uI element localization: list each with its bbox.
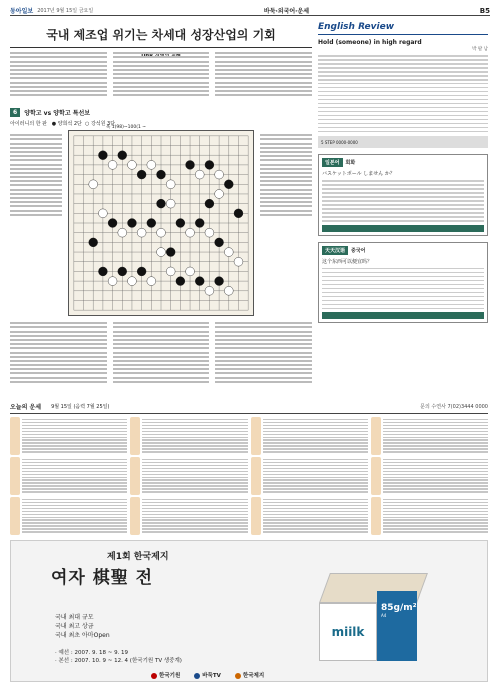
black-stone (157, 199, 166, 208)
black-stone (166, 248, 175, 257)
japanese-footer (322, 225, 484, 232)
black-stone (137, 267, 146, 276)
go-commentary (10, 132, 62, 312)
fortune-entry (251, 457, 368, 495)
page-number: B5 (479, 6, 490, 15)
zodiac-icon (371, 417, 381, 455)
black-stone (127, 219, 136, 228)
zodiac-icon (10, 497, 20, 535)
white-stone (186, 228, 195, 237)
fortune-entry (130, 497, 247, 535)
black-stone (147, 219, 156, 228)
fortune-contact: 문의 수연사 7(02)3444 0000 (420, 404, 488, 410)
zodiac-icon (10, 417, 20, 455)
paper-box-illustration (311, 557, 431, 667)
go-text-column (215, 320, 312, 398)
white-stone (108, 160, 117, 169)
fortune-entry (371, 497, 488, 535)
go-title: 양학고 vs 양학고 특선보 (24, 110, 91, 117)
white-stone (137, 228, 146, 237)
white-stone (89, 180, 98, 189)
fortune-column (251, 417, 368, 535)
white-stone (224, 248, 233, 257)
fortune-section (10, 402, 488, 532)
zodiac-icon (130, 497, 140, 535)
left-main (10, 20, 312, 400)
black-stone (205, 160, 214, 169)
black-stone (215, 238, 224, 247)
white-stone (205, 286, 214, 295)
chinese-label: 중국어 (351, 247, 366, 254)
sponsor: 한국기원 (151, 671, 180, 679)
black-stone (176, 277, 185, 286)
zodiac-icon (130, 417, 140, 455)
ad-schedule: · 예선 : 2007. 9. 18 ~ 9. 19 · 본선 : 2007. 10. 9 ~ 12. 4 (한국기원 TV 생중계) (55, 650, 182, 664)
fortune-date: 9월 15일 (음력 7월 25일) (51, 404, 110, 410)
english-body (318, 55, 488, 132)
white-stone (108, 277, 117, 286)
ad-sponsors (151, 671, 264, 679)
article-column (215, 50, 312, 106)
black-stone (89, 238, 98, 247)
zodiac-icon (251, 497, 261, 535)
fortune-entry (371, 457, 488, 495)
white-player: 강석원 3단 (90, 121, 116, 127)
black-stone (157, 170, 166, 179)
go-badge: 6 (10, 108, 20, 117)
white-stone (166, 199, 175, 208)
top-section (10, 20, 488, 400)
japanese-sentence: バスケットボール しません か？ (322, 171, 395, 178)
english-phrase: Hold (someone) in high regard (318, 39, 422, 46)
ad-features: 국내 최대 규모 국내 최고 상금 국내 최초 아마Open (55, 614, 110, 639)
chinese-badge: 天天汉语 (322, 246, 348, 255)
fortune-entry (251, 497, 368, 535)
fortune-column (371, 417, 488, 535)
paper-box-front: miilk (319, 603, 377, 661)
go-subtitle: 아이러니의 한 판 ● 양희석 2단 ○ 강석원 3단 (10, 121, 116, 127)
white-stone (195, 170, 204, 179)
zodiac-icon (10, 457, 20, 495)
white-stone (127, 277, 136, 286)
move-info: 흑 1(98)~100(1 ~ (106, 125, 147, 130)
fortune-column (130, 417, 247, 535)
black-stone (195, 219, 204, 228)
black-stone (137, 170, 146, 179)
sponsor: 바둑TV (194, 671, 221, 679)
white-stone (157, 228, 166, 237)
black-stone (224, 180, 233, 189)
issue-date: 2017년 9월 15일 금요일 (37, 8, 94, 14)
masthead (10, 6, 490, 16)
fortune-entry (371, 417, 488, 455)
fortune-entry (251, 417, 368, 455)
go-text-column (10, 320, 107, 398)
fortune-entry (10, 417, 127, 455)
fortune-grid (10, 417, 488, 535)
paper-box-side: 85g/m² A4 (377, 591, 417, 661)
black-stone (234, 209, 243, 218)
black-stone (176, 219, 185, 228)
ad-main-title: 여자 棋聖 전 (51, 568, 154, 588)
section-title: 바둑·외국어·운세 (263, 8, 310, 15)
white-stone (234, 257, 243, 266)
go-tournament-ad (10, 540, 488, 682)
chinese-sentence: 这个东西可以便宜吗？ (322, 258, 373, 265)
white-stone (215, 189, 224, 198)
black-stone (118, 267, 127, 276)
white-stone (147, 277, 156, 286)
fortune-entry (130, 457, 247, 495)
chinese-lesson (318, 242, 488, 323)
article-column (113, 50, 210, 106)
newspaper-logo: 동아일보 (10, 8, 34, 15)
english-review-title: English Review (318, 22, 488, 35)
black-stone (195, 277, 204, 286)
white-stone (166, 180, 175, 189)
fortune-column (10, 417, 127, 535)
english-ad-strip: 5 STEP 0000-0000 (318, 136, 488, 148)
fortune-title: 오늘의 운세 (10, 404, 42, 411)
black-stone (205, 199, 214, 208)
white-stone (98, 209, 107, 218)
white-stone (127, 160, 136, 169)
fortune-entry (10, 457, 127, 495)
article-headline: 국내 제조업 위기는 차세대 성장산업의 기회 (10, 20, 312, 48)
japanese-badge: 일본어 (322, 158, 343, 167)
white-stone (215, 170, 224, 179)
go-board (68, 130, 254, 316)
go-commentary (260, 132, 312, 312)
japanese-label: 회화 (345, 160, 356, 167)
black-stone (98, 267, 107, 276)
black-player: 양희석 2단 (57, 121, 82, 127)
fortune-entry (130, 417, 247, 455)
japanese-lesson (318, 154, 488, 235)
black-stone (186, 160, 195, 169)
zodiac-icon (251, 457, 261, 495)
right-column (318, 20, 488, 400)
black-stone (108, 219, 117, 228)
white-stone (118, 228, 127, 237)
chinese-footer (322, 312, 484, 319)
fortune-entry (10, 497, 127, 535)
ad-title: 제1회 한국제지 (107, 552, 169, 562)
white-stone (186, 267, 195, 276)
go-column (10, 108, 312, 318)
black-stone (118, 151, 127, 160)
zodiac-icon (251, 417, 261, 455)
go-text-column (113, 320, 210, 398)
go-header (10, 108, 312, 117)
black-stone (98, 151, 107, 160)
zodiac-icon (371, 497, 381, 535)
black-stone (215, 277, 224, 286)
go-board-diagram (69, 131, 253, 315)
zodiac-icon (130, 457, 140, 495)
white-stone (224, 286, 233, 295)
go-bottom-text (10, 320, 312, 398)
white-stone (205, 228, 214, 237)
white-stone (147, 160, 156, 169)
white-stone (157, 248, 166, 257)
english-author: 박 팔 남 (472, 47, 488, 52)
article-column (10, 50, 107, 106)
zodiac-icon (371, 457, 381, 495)
sponsor: 한국제지 (235, 671, 264, 679)
article-body (10, 50, 312, 106)
white-stone (166, 267, 175, 276)
